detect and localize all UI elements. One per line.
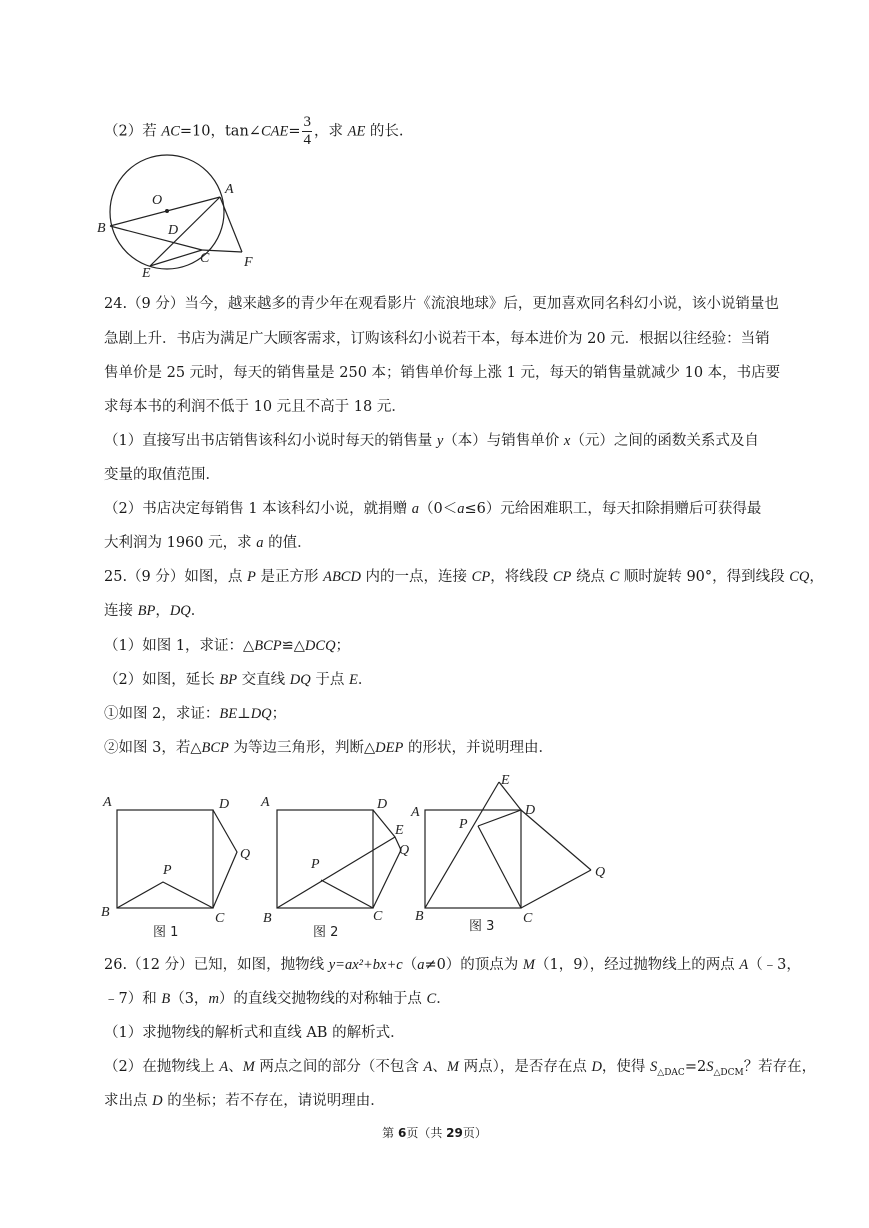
- var: DEP: [375, 740, 404, 756]
- var: A: [739, 957, 749, 973]
- text: 25.（9 分）如图，点: [104, 569, 248, 585]
- segments-dq-qc: [213, 810, 237, 908]
- q24-line2: 急剧上升．书店为满足广大顾客需求，订购该科幻小说若干本，每本进价为 20 元．根据以往经验：当销: [104, 331, 770, 347]
- fraction-denominator: 4: [303, 132, 311, 148]
- var-a: a: [256, 535, 264, 551]
- text: 交直线: [237, 672, 290, 688]
- q25-sub2: [104, 737, 553, 759]
- label-a: A: [261, 795, 270, 810]
- text: 的值．: [263, 535, 312, 551]
- fraction-numerator: 3: [303, 114, 311, 130]
- caption-fig1: 图 1: [153, 925, 179, 940]
- text: 两点之间的部分（不包含: [254, 1059, 424, 1075]
- subscript: △DAC: [657, 1067, 685, 1078]
- text: 的长.: [365, 123, 404, 140]
- q25-part2: [104, 669, 372, 691]
- text: 第: [382, 1126, 398, 1140]
- text: （1）如图 1，求证：△: [104, 638, 255, 654]
- q25-sub1: [104, 703, 286, 725]
- figure-3: [410, 773, 605, 934]
- q25-line2: [104, 600, 205, 622]
- label-c: C: [215, 911, 225, 926]
- q23-circle-figure: [92, 150, 272, 280]
- text: ，求: [313, 123, 348, 140]
- var: BP: [219, 672, 238, 688]
- text: 两点），是否存在点: [458, 1059, 592, 1075]
- text: （﹣3，: [748, 957, 801, 973]
- label-o: O: [152, 193, 163, 208]
- segment-qc: [521, 870, 591, 908]
- var: DCQ: [304, 638, 336, 654]
- var: BCP: [201, 740, 229, 756]
- label-p: P: [459, 817, 468, 832]
- segment-pc: [321, 880, 373, 908]
- text: （1，9），经过抛物线上的两点: [535, 957, 740, 973]
- q24-part1: [104, 430, 759, 452]
- q24-line3: 售单价是 25 元时，每天的销售量是 250 本；销售单价每上涨 1 元，每天的销售量就减少 10 本，书店要: [104, 365, 781, 381]
- label-c: C: [523, 911, 533, 926]
- text: 是正方形: [255, 569, 324, 585]
- text: （1）直接写出书店销售该科幻小说时每天的销售量: [104, 433, 437, 449]
- var-a: a: [411, 501, 420, 517]
- caption-fig3: 图 3: [469, 919, 495, 934]
- label-e: E: [395, 823, 404, 838]
- q25-part1: [104, 635, 350, 657]
- text: ；: [271, 706, 287, 722]
- figure-2: [260, 795, 409, 940]
- text: ①如图 2，求证：: [104, 706, 220, 722]
- text: ；: [335, 638, 351, 654]
- segment-pd: [478, 810, 521, 826]
- segment-bc: [110, 226, 202, 250]
- label-e: E: [501, 773, 510, 788]
- text: 大利润为 1960 元，求: [104, 535, 257, 551]
- text: （本）与销售单价: [443, 433, 564, 449]
- label-b: B: [97, 221, 106, 236]
- text: （2）在抛物线上: [104, 1059, 220, 1075]
- q26-line1: [104, 954, 801, 976]
- label-c: C: [200, 251, 210, 266]
- var-cae: CAE: [260, 123, 289, 140]
- segments-bp-pc: [117, 882, 213, 908]
- text: （2）如图，延长: [104, 672, 220, 688]
- text: 内的一点，连接: [360, 569, 472, 585]
- text: =10，tan∠: [179, 123, 261, 140]
- label-f: F: [244, 255, 253, 270]
- var: ABCD: [323, 569, 361, 585]
- label-q: Q: [399, 843, 410, 858]
- text: ）的直线交抛物线的对称轴于点: [218, 991, 427, 1007]
- text: ﹣7）和: [104, 991, 162, 1007]
- text: ≤6）元给困难职工，每天扣除捐赠后可获得最: [464, 501, 762, 517]
- var: A: [423, 1059, 433, 1075]
- var-ae: AE: [347, 123, 366, 140]
- square-abcd: [425, 810, 521, 908]
- q25-line1: [104, 566, 824, 588]
- q24-part2: [104, 498, 761, 520]
- q24-part1-line2: 变量的取值范围．: [104, 467, 220, 483]
- text: =: [288, 123, 301, 140]
- var-a: a: [457, 501, 465, 517]
- label-c: C: [373, 909, 383, 924]
- label-e: E: [142, 266, 151, 280]
- square-abcd: [117, 810, 213, 908]
- q26-part2-line2: [104, 1090, 385, 1112]
- label-b: B: [263, 911, 272, 926]
- var: M: [522, 957, 536, 973]
- text: ？若存在，: [743, 1059, 817, 1075]
- var: M: [242, 1059, 255, 1075]
- text: （: [402, 957, 418, 973]
- var-ac: AC: [161, 123, 180, 140]
- var: S: [650, 1059, 658, 1075]
- text: 、: [432, 1059, 447, 1075]
- text: 页（共: [406, 1126, 447, 1140]
- text: ≠0）的顶点为: [424, 957, 523, 973]
- q26-line2: [104, 988, 451, 1010]
- page-number: 6: [397, 1126, 407, 1140]
- var: CP: [552, 569, 572, 585]
- figure-1: [101, 795, 250, 940]
- q25-figures: [95, 770, 625, 945]
- q24-line1: 24.（9 分）当今，越来越多的青少年在观看影片《流浪地球》后，更加喜欢同名科幻小说，该小说销量也: [104, 296, 779, 312]
- var: C: [609, 569, 620, 585]
- var: M: [446, 1059, 459, 1075]
- label-p: P: [163, 863, 172, 878]
- var: CP: [471, 569, 491, 585]
- text: ．: [357, 672, 373, 688]
- label-b: B: [101, 905, 110, 920]
- text: 的形状，并说明理由．: [403, 740, 553, 756]
- text: 顺时旋转 90°，得到线段: [619, 569, 790, 585]
- var: C: [426, 991, 437, 1007]
- text: ⊥: [237, 706, 251, 722]
- text: （2）若: [104, 123, 162, 140]
- label-d: D: [525, 803, 536, 818]
- label-d: D: [219, 797, 230, 812]
- text: 26.（12 分）已知，如图，抛物线: [104, 957, 329, 973]
- var: CQ: [789, 569, 810, 585]
- var: S: [706, 1059, 714, 1075]
- var: BP: [137, 603, 156, 619]
- q24-part2-line2: [104, 532, 312, 554]
- text: ≌△: [281, 638, 305, 654]
- text: ，: [809, 569, 824, 585]
- q23-part2: [104, 114, 404, 149]
- var: DQ: [289, 672, 311, 688]
- q24-line4: 求每本书的利润不低于 10 元且不高于 18 元．: [104, 399, 406, 415]
- caption-fig2: 图 2: [313, 925, 339, 940]
- text: ，使得: [601, 1059, 651, 1075]
- text: ，将线段: [490, 569, 553, 585]
- label-q: Q: [240, 847, 251, 862]
- text: 求出点: [104, 1093, 153, 1109]
- var: E: [348, 672, 358, 688]
- var: DQ: [250, 706, 272, 722]
- text: 、: [228, 1059, 243, 1075]
- var: B: [161, 991, 171, 1007]
- var: P: [247, 569, 256, 585]
- center-point: [165, 209, 169, 213]
- label-q: Q: [595, 865, 606, 880]
- var: D: [152, 1093, 163, 1109]
- label-a: A: [411, 805, 420, 820]
- text: （3，: [170, 991, 209, 1007]
- equation: y=ax²+bx+c: [328, 957, 403, 973]
- var: BCP: [254, 638, 282, 654]
- text: （2）书店决定每销售 1 本该科幻小说，就捐赠: [104, 501, 412, 517]
- var: a: [417, 957, 425, 973]
- subscript: △DCM: [713, 1067, 744, 1078]
- q26-part1: （1）求抛物线的解析式和直线 AB 的解析式．: [104, 1025, 405, 1041]
- var: A: [219, 1059, 229, 1075]
- label-a: A: [103, 795, 112, 810]
- text: 连接: [104, 603, 138, 619]
- text: =2: [684, 1059, 707, 1075]
- segment-dq: [521, 810, 591, 870]
- text: ．: [436, 991, 451, 1007]
- total-pages: 29: [446, 1126, 463, 1140]
- segment-be: [277, 837, 395, 908]
- page-footer: [0, 1124, 869, 1141]
- segment-pc: [478, 826, 521, 908]
- label-b: B: [415, 909, 424, 924]
- var: BE: [219, 706, 238, 722]
- var: D: [591, 1059, 602, 1075]
- segment-ba: [110, 197, 220, 226]
- var: DQ: [169, 603, 191, 619]
- label-d: D: [168, 223, 179, 238]
- text: （元）之间的函数关系式及自: [570, 433, 759, 449]
- text: 的坐标；若不存在，请说明理由．: [162, 1093, 385, 1109]
- text: 为等边三角形，判断△: [228, 740, 376, 756]
- var: m: [208, 991, 219, 1007]
- text: 于点: [310, 672, 349, 688]
- label-p: P: [311, 857, 320, 872]
- var-y: y: [436, 433, 444, 449]
- text: （0＜: [419, 501, 458, 517]
- text: ，: [155, 603, 170, 619]
- fraction-3-4: [302, 114, 312, 149]
- text: ②如图 3，若△: [104, 740, 202, 756]
- label-d: D: [377, 797, 388, 812]
- text: 绕点: [571, 569, 610, 585]
- label-a: A: [225, 182, 234, 197]
- q26-part2: [104, 1056, 816, 1084]
- segment-af: [220, 197, 242, 252]
- text: ．: [190, 603, 206, 619]
- text: 页）: [462, 1126, 487, 1140]
- var-x: x: [563, 433, 571, 449]
